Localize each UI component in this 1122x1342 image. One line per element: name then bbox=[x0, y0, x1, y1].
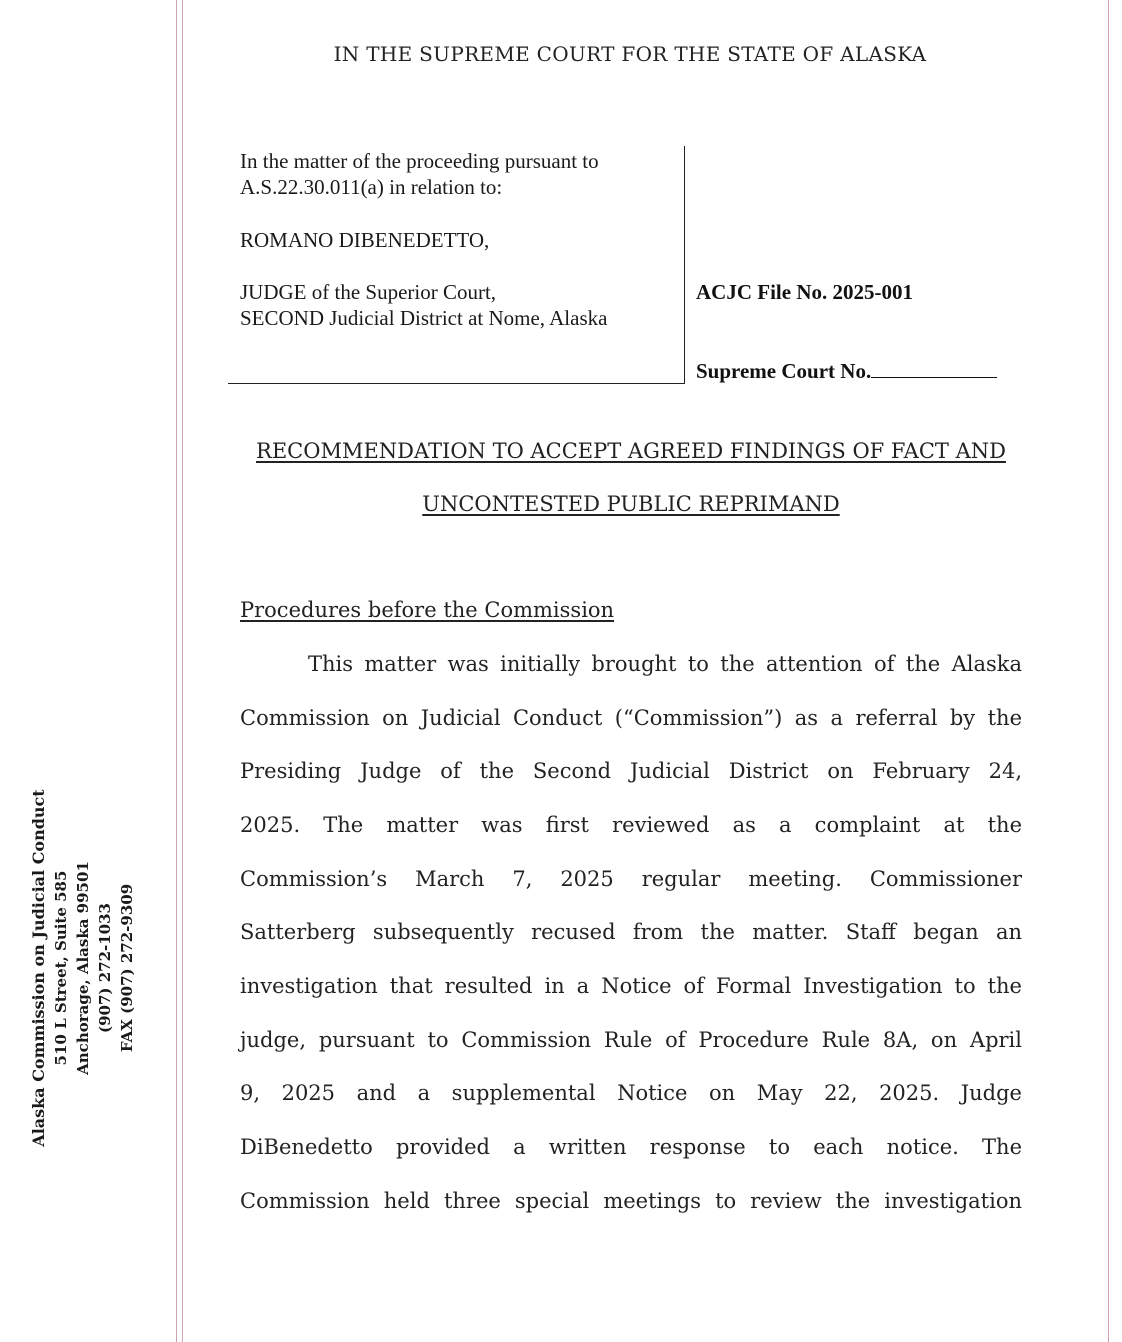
body-line: 2025. The matter was first reviewed as a complaint at the bbox=[240, 813, 1022, 837]
acjc-file-number: ACJC File No. 2025-001 bbox=[696, 280, 913, 304]
body-line: Commission’s March 7, 2025 regular meeting. Commissioner bbox=[240, 867, 1022, 891]
court-title: IN THE SUPREME COURT FOR THE STATE OF ALASKA bbox=[333, 42, 927, 66]
sidebar-line: (907) 272-1033 bbox=[96, 903, 114, 1034]
caption-position bbox=[240, 279, 607, 331]
body-line: Commission on Judicial Conduct (“Commission”) as a referral by the bbox=[240, 706, 1022, 730]
body-line: This matter was initially brought to the attention of the Alaska bbox=[308, 652, 1022, 676]
body-line: investigation that resulted in a Notice of Formal Investigation to the bbox=[240, 974, 1022, 998]
body-line: Presiding Judge of the Second Judicial District on February 24, bbox=[240, 759, 1022, 783]
caption-position-line: SECOND Judicial District at Nome, Alaska bbox=[240, 306, 608, 330]
sidebar-line: FAX (907) 272-9309 bbox=[118, 883, 136, 1053]
body-line: DiBenedetto provided a written response to each notice. The bbox=[240, 1135, 1022, 1159]
document-heading-line2: UNCONTESTED PUBLIC REPRIMAND bbox=[422, 492, 840, 516]
body-line: judge, pursuant to Commission Rule of Procedure Rule 8A, on April bbox=[240, 1028, 1022, 1052]
commission-address-sidebar bbox=[28, 788, 148, 1148]
caption-divider-vertical bbox=[684, 146, 685, 384]
left-margin-rule bbox=[176, 0, 177, 1342]
caption-respondent-name: ROMANO DIBENEDETTO, bbox=[240, 228, 490, 252]
caption-matter-line: A.S.22.30.011(a) in relation to: bbox=[240, 175, 503, 199]
left-margin-rule-inner bbox=[182, 0, 183, 1342]
right-margin-rule bbox=[1108, 0, 1109, 1342]
body-line: Satterberg subsequently recused from the matter. Staff began an bbox=[240, 920, 1022, 944]
caption-position-line: JUDGE of the Superior Court, bbox=[240, 280, 497, 304]
caption-matter-line: In the matter of the proceeding pursuant to bbox=[240, 149, 599, 173]
caption-divider-horizontal bbox=[228, 383, 684, 384]
caption-matter bbox=[240, 148, 599, 200]
body-line: Commission held three special meetings to review the investigation bbox=[240, 1189, 1022, 1213]
supreme-court-number-blank bbox=[871, 359, 997, 378]
supreme-court-label: Supreme Court No. bbox=[696, 359, 872, 383]
document-heading-line1: RECOMMENDATION TO ACCEPT AGREED FINDINGS OF FACT AND bbox=[256, 439, 1006, 463]
supreme-court-number bbox=[696, 359, 997, 384]
sidebar-line: Anchorage, Alaska 99501 bbox=[74, 861, 92, 1075]
section-title: Procedures before the Commission bbox=[240, 598, 615, 622]
sidebar-line: Alaska Commission on Judicial Conduct bbox=[29, 789, 48, 1147]
body-line: 9, 2025 and a supplemental Notice on May 22, 2025. Judge bbox=[240, 1081, 1022, 1105]
sidebar-line: 510 L Street, Suite 585 bbox=[52, 870, 70, 1066]
